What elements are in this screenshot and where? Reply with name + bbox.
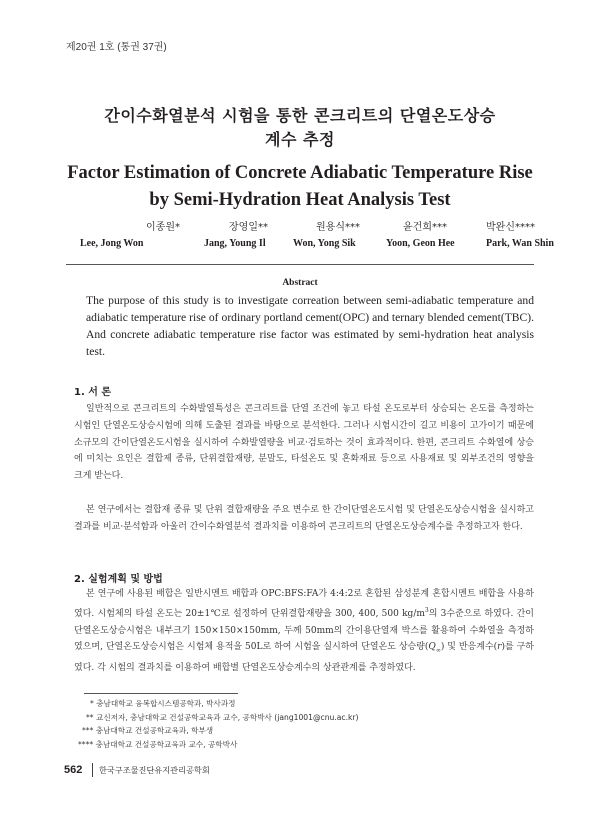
symbol-r: r xyxy=(497,642,502,653)
divider xyxy=(66,264,534,265)
running-header: 제20권 1호 (통권 37권) xyxy=(66,42,167,53)
symbol-q: Q xyxy=(428,642,436,653)
superscript: 3 xyxy=(424,606,429,614)
text-run: 의 3수준으로 하였다. 간이단열온도상승시험은 내부크기 150×150×150mm, 두께 50mm의 간이용단열재 박스를 활용하여 수화열을 측정하였으며, 단열온도상승시험은 시험체 용적을 50L로 하여 시험을 실시하여 단열온도 상승량( xyxy=(74,608,534,653)
author-en: Lee, Jong Won xyxy=(80,238,144,249)
abstract-title: Abstract xyxy=(282,278,318,288)
author-kr: 윤건희*** xyxy=(403,222,447,233)
footnote: **** 충남대학교 건설공학교육과 교수, 공학박사 xyxy=(78,739,238,749)
section-1-title: 1. 서 론 xyxy=(74,387,112,398)
author-kr: 원용식*** xyxy=(316,222,360,233)
author-en: Park, Wan Shin xyxy=(486,238,554,249)
english-title xyxy=(40,160,560,214)
journal-name: 한국구조물진단유지관리공학회 xyxy=(99,765,210,775)
text-run: ) 및 반응계수( xyxy=(440,642,498,653)
author-en: Jang, Young Il xyxy=(204,238,266,249)
subscript: ∞ xyxy=(435,647,441,655)
abstract-body: The purpose of this study is to investigate correation between semi-adiabatic temperature and adiabatic temperature rise of ordinary portland cement(OPC) and ternary blended cement(TBC). And concrete adiabatic temperature rise factor was estimated by semi-hydration heat analysis test. xyxy=(86,294,534,358)
english-title-line: Factor Estimation of Concrete Adiabatic Temperature Rise xyxy=(67,163,533,183)
section-1-paragraph: 일반적으로 콘크리트의 수화발열특성은 콘크리트를 단열 조건에 놓고 타설 온도로부터 상승되는 온도를 측정하는 시험인 단열온도상승시험에 의해 도출된 결과를 바탕으로 분석한다. 그러나 시험시간이 길고 비용이 고가이기 때문에 소규모의 간이단열온도시험을 실시하여 수화발열량을 비교·검토하는 것이 효과적이다. 한편, 콘크리트 수화열에 상승에 미치는 요인은 결합제 종류, 단위결합재량, 분말도, 타설온도 및 혼화재료 등으로 사용재료 및 외부조건의 영향을 크게 받는다. xyxy=(74,404,534,482)
footnote: ** 교신저자, 충남대학교 건설공학교육과 교수, 공학박사 (jang1001@cnu.ac.kr) xyxy=(86,712,359,722)
section-1-paragraph: 본 연구에서는 결합재 종류 및 단위 결합재량을 주요 변수로 한 간이단열온도시험 및 단열온도상승시험을 실시하고 결과를 비교·분석함과 아울러 간이수화열분석 결과치를 이용하여 콘크리트의 단열온도상승계수를 추정하고자 한다. xyxy=(74,505,534,532)
english-title-line: by Semi-Hydration Heat Analysis Test xyxy=(149,190,451,210)
authors-korean xyxy=(66,218,536,234)
text-run: 본 연구에 사용된 배합은 일반시멘트 배합과 OPC:BFS:FA가 4:4:2로 혼합된 삼성분계 혼합시멘트 배합을 사용하였다. 시험체의 타설 온도는 20±1℃로 설정하여 단위결합재량을 300, 400, 500 kg/m xyxy=(74,589,534,619)
footnotes xyxy=(76,697,359,751)
page-number-separator xyxy=(92,763,93,777)
section-2-title: 2. 실험계획 및 방법 xyxy=(74,574,163,585)
author-en: Won, Yong Sik xyxy=(293,238,356,249)
section-2-paragraph xyxy=(74,586,534,677)
footnote: * 충남대학교 융복합시스템공학과, 박사과정 xyxy=(90,699,236,708)
author-en: Yoon, Geon Hee xyxy=(386,238,455,249)
footnote: *** 충남대학교 건설공학교육과, 학부생 xyxy=(82,726,214,736)
authors-english xyxy=(66,238,554,254)
author-kr: 박완신**** xyxy=(486,222,535,233)
text-run: )를 구하였다. 각 시험의 결과치를 이용하여 배합별 단열온도상승계수의 상관관계를 추정하였다. xyxy=(74,642,534,673)
korean-title-line: 간이수화열분석 시험을 통한 콘크리트의 단열온도상승 xyxy=(104,106,496,125)
footnote-divider xyxy=(84,693,238,694)
author-kr: 장영일** xyxy=(229,222,268,233)
page-number: 562 xyxy=(64,764,83,776)
korean-title-line: 계수 추정 xyxy=(265,130,335,149)
korean-title xyxy=(40,104,560,152)
author-kr: 이종원* xyxy=(146,222,180,233)
